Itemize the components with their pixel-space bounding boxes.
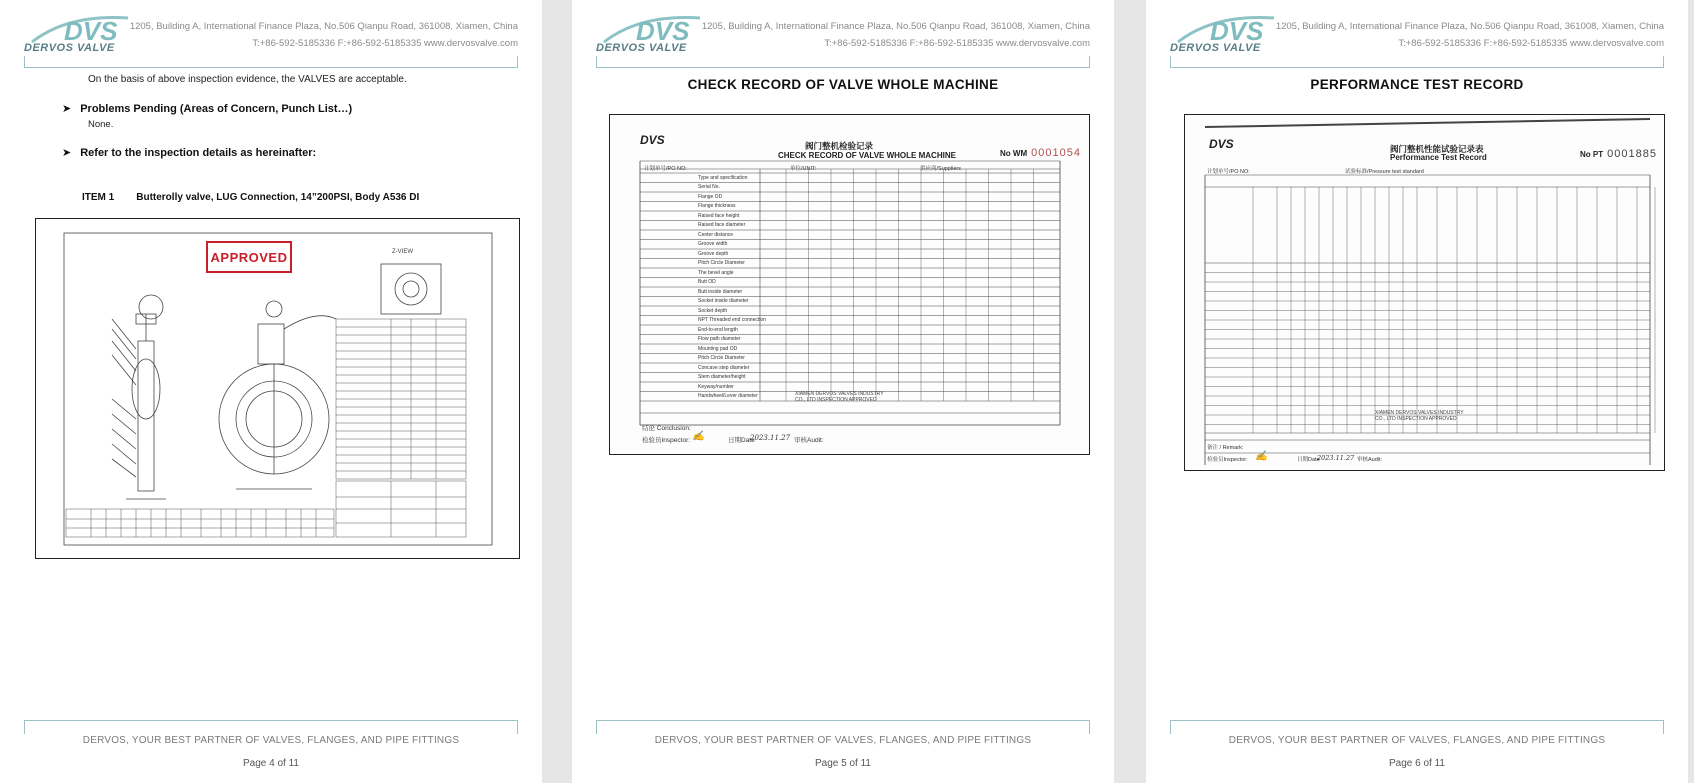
scan-no-value: 0001054 <box>1031 147 1081 159</box>
company-address: 1205, Building A, International Finance Plaza, No.506 Qianpu Road, 361008, Xiamen, China <box>701 21 1090 32</box>
problems-heading <box>62 102 352 115</box>
footer-tick <box>517 720 518 734</box>
company-name: DERVOS VALVE <box>1170 42 1261 54</box>
item-description: Butterolly valve, LUG Connection, 14”200PSI, Body A536 DI <box>136 192 420 203</box>
scan-unit-label: 单位/UNIT: <box>790 166 817 172</box>
check-row-label: Center distance <box>698 231 734 238</box>
check-row-label: NPT Threaded end connection <box>698 317 766 323</box>
footer-divider <box>1170 720 1664 721</box>
scan-no-label: No WM <box>1000 149 1028 158</box>
header-divider <box>24 67 518 68</box>
grid-line <box>1205 119 1650 127</box>
scan-title-en: Performance Test Record <box>1390 153 1487 162</box>
check-row-label: Socket depth <box>698 307 728 314</box>
page-number: Page 4 of 11 <box>243 758 299 769</box>
item-label: ITEM 1 <box>82 192 115 203</box>
check-row-label: Flange OD <box>698 193 723 200</box>
page-number: Page 5 of 11 <box>815 758 871 769</box>
scan-title-en: CHECK RECORD OF VALVE WHOLE MACHINE <box>778 151 956 160</box>
footer-tick <box>1663 720 1664 734</box>
scan-logo: DVS <box>1209 137 1234 151</box>
inspection-stamp: XIAMEN DERVOS VALVES INDUSTRY CO., LTD INSPECTION APPROVED <box>795 391 884 403</box>
scan-inspector-label: 检验员Inspector: <box>1207 457 1248 463</box>
scan-date-label: 日期Date <box>1297 457 1320 463</box>
scanned-check-record <box>609 114 1090 455</box>
arrow-bullet-icon: ➤ <box>62 147 72 159</box>
problems-heading-text: Problems Pending (Areas of Concern, Punch List…) <box>80 103 353 115</box>
valve-drawing <box>35 218 520 559</box>
scan-po-label: 计划单号/PO NO: <box>644 166 687 172</box>
approved-stamp: APPROVED <box>206 241 292 273</box>
footer-divider <box>596 720 1090 721</box>
company-contact: T:+86-592-5185336 F:+86-592-5185335 www.dervosvalve.com <box>824 38 1090 49</box>
technical-drawing-svg <box>36 219 519 558</box>
footer-divider <box>24 720 518 721</box>
check-row-label: Concave step diameter <box>698 364 750 371</box>
company-address: 1205, Building A, International Finance Plaza, No.506 Qianpu Road, 361008, Xiamen, China <box>1275 21 1664 32</box>
scan-audit-label: 审核Audit: <box>794 437 824 444</box>
check-row-label: Butt OD <box>698 279 716 285</box>
check-row-label: Groove width <box>698 241 728 247</box>
item-heading <box>82 192 419 203</box>
check-row-label: End-to-end length <box>698 326 738 333</box>
scan-supplier-label: 供应商/Suppliers <box>920 166 961 172</box>
scan-remark-label: 备注 / Remark: <box>1207 445 1244 451</box>
scan-po-label: 计划单号/PO NO: <box>1207 169 1250 175</box>
scan-audit-label: 审核Audit: <box>1357 457 1383 463</box>
scan-no-value: 0001885 <box>1607 148 1657 160</box>
document-page <box>0 0 542 783</box>
company-contact: T:+86-592-5185336 F:+86-592-5185335 www.dervosvalve.com <box>1398 38 1664 49</box>
footer-tick <box>596 720 597 734</box>
company-name: DERVOS VALVE <box>596 42 687 54</box>
page-number: Page 6 of 11 <box>1389 758 1445 769</box>
check-row-label: The bevel angle <box>698 269 734 276</box>
scanned-performance-record <box>1184 114 1665 471</box>
scan-date-value: 2023.11.27 <box>1317 454 1355 462</box>
refer-heading <box>62 146 316 159</box>
page-title: PERFORMANCE TEST RECORD <box>1310 77 1524 92</box>
footer-tagline: DERVOS, YOUR BEST PARTNER OF VALVES, FLANGES, AND PIPE FITTINGS <box>654 735 1032 746</box>
scan-title-cn: 阀门整机性能试验记录表 <box>1390 144 1484 154</box>
check-row-label: Pitch Circle Diameter <box>698 260 745 266</box>
footer-tick <box>1170 720 1171 734</box>
inspection-stamp: XIAMEN DERVOS VALVES INDUSTRY CO., LTD INSPECTION APPROVED <box>1375 410 1464 422</box>
footer-tick <box>1089 720 1090 734</box>
header-divider <box>1170 67 1664 68</box>
check-row-label: Keyway/number <box>698 383 734 390</box>
check-row-label: Stem diameter/height <box>698 374 746 380</box>
check-row-label: Socket inside diameter <box>698 298 749 304</box>
company-name: DERVOS VALVE <box>24 42 115 54</box>
logo-text-glyph: DVS <box>64 16 118 46</box>
z-view-label: Z-VIEW <box>392 249 413 255</box>
inspector-signature-icon: ✍ <box>1255 451 1268 462</box>
check-row-label: Type and specification <box>698 174 748 181</box>
check-row-label: Groove depth <box>698 250 729 257</box>
company-contact: T:+86-592-5185336 F:+86-592-5185335 www.dervosvalve.com <box>252 38 518 49</box>
check-row-label: Pitch Circle Diameter <box>698 355 745 361</box>
scan-inspector-label: 检验员Inspector: <box>642 437 691 444</box>
inspector-signature-icon: ✍ <box>692 431 705 442</box>
problems-value: None. <box>88 119 114 130</box>
check-row-label: Flange thickness <box>698 203 736 209</box>
company-address: 1205, Building A, International Finance Plaza, No.506 Qianpu Road, 361008, Xiamen, China <box>129 21 518 32</box>
document-page <box>572 0 1114 783</box>
footer-tagline: DERVOS, YOUR BEST PARTNER OF VALVES, FLANGES, AND PIPE FITTINGS <box>1228 735 1606 746</box>
scan-standard-label: 试验标准/Pressure test standard <box>1345 169 1424 175</box>
check-row-label: Butt inside diameter <box>698 288 743 295</box>
check-row-label: Flow path diameter <box>698 336 741 342</box>
check-row-label: Raised face height <box>698 212 740 219</box>
scan-title-cn: 阀门整机检验记录 <box>805 141 874 151</box>
scan-date-label: 日期Date <box>728 437 755 444</box>
footer-tagline: DERVOS, YOUR BEST PARTNER OF VALVES, FLANGES, AND PIPE FITTINGS <box>82 735 460 746</box>
arrow-bullet-icon: ➤ <box>62 103 72 115</box>
check-row-label: Mounting pad OD <box>698 345 738 352</box>
svg-text:DVS: DVS <box>636 16 690 46</box>
check-row-label: Handwheel/Lever diameter <box>698 393 758 399</box>
check-row-label: Serial No. <box>698 184 720 190</box>
scan-logo: DVS <box>640 133 665 147</box>
document-page <box>1146 0 1688 783</box>
refer-heading-text: Refer to the inspection details as hereinafter: <box>80 147 317 159</box>
svg-text:DVS: DVS <box>1210 16 1264 46</box>
acceptance-statement: On the basis of above inspection evidence, the VALVES are acceptable. <box>88 74 407 85</box>
check-row-label: Raised face diameter <box>698 222 746 228</box>
footer-tick <box>24 720 25 734</box>
page-title: CHECK RECORD OF VALVE WHOLE MACHINE <box>687 77 999 92</box>
check-record-grid <box>610 115 1089 454</box>
header-divider <box>596 67 1090 68</box>
scan-conclusion-label: 结论 Conclusion: <box>642 425 691 432</box>
scan-date-value: 2023.11.27 <box>750 434 791 442</box>
scan-no-label: No PT <box>1580 150 1604 159</box>
